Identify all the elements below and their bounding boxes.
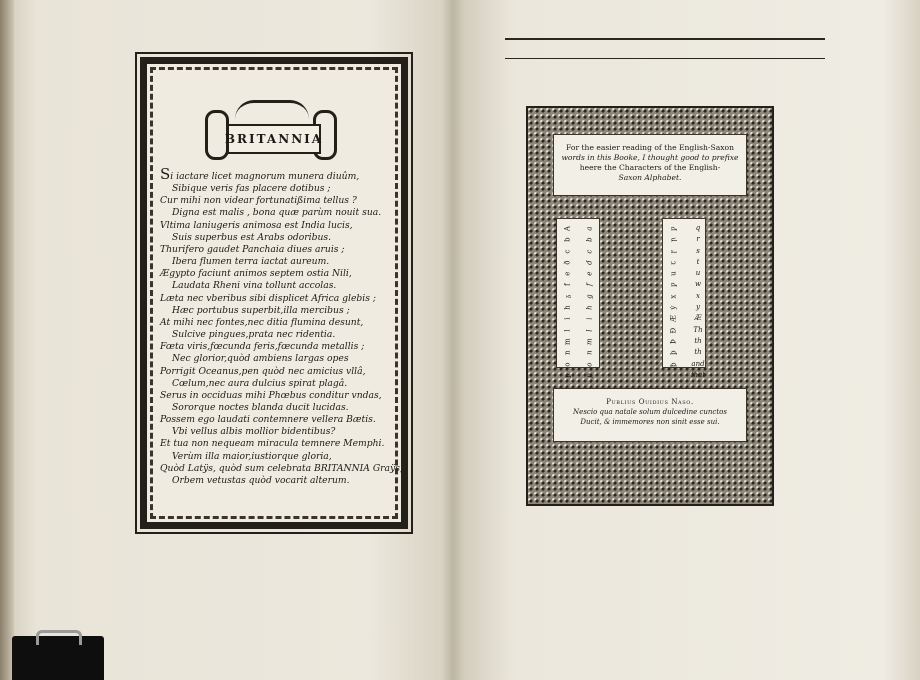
latin-letter: y — [696, 303, 700, 312]
poem-line: Serus in occiduas mihi Phœbus conditur vndas, — [160, 389, 382, 401]
poem-line: Si iactare licet magnorum munera diuûm, — [160, 165, 360, 183]
poem-line: Digna est malis , bona quæ parùm nouit sua. — [172, 207, 382, 219]
saxon-letter: ꞃ — [669, 237, 678, 243]
saxon-letter: þ — [669, 350, 678, 356]
poem-line: Laudata Rheni vina tollunt accolas. — [172, 280, 337, 292]
saxon-letters-a — [562, 223, 574, 381]
latin-letter: n — [585, 350, 594, 356]
saxon-letter: e — [563, 271, 572, 276]
latin-letter: i — [585, 317, 594, 321]
intro-line: Saxon Alphabet. — [618, 173, 682, 182]
latin-letter: u — [695, 269, 701, 278]
saxon-letter: ꝥ — [669, 361, 678, 367]
quote-line: Nescio qua natale solum dulcedine cunctos — [573, 408, 727, 416]
saxon-letter: p — [563, 373, 572, 378]
intro-line: words in this Booke, I thought good to prefixe — [561, 153, 739, 162]
saxon-letter: o — [563, 362, 572, 367]
saxon-letter: n — [563, 350, 572, 356]
book-edge — [0, 0, 14, 680]
header-rule-bottom — [505, 58, 825, 59]
saxon-letter: ƿ — [669, 226, 678, 231]
saxon-letter: c — [563, 249, 572, 254]
saxon-letter: b — [563, 237, 572, 243]
saxon-letter: x — [669, 294, 678, 299]
poem-line: Læta nec vberibus sibi displicet Africa glebis ; — [160, 292, 376, 304]
saxon-letter: ꞅ — [669, 249, 678, 253]
latin-letter: q — [695, 224, 701, 232]
latin-letter: p — [585, 373, 594, 378]
quote-author: Publius Ouidius Naso. — [606, 398, 694, 406]
latin-letter: r — [696, 235, 700, 244]
latin-letter: o — [585, 362, 594, 367]
quote-line: Ducit, & immemores non sinit esse sui. — [580, 418, 720, 426]
saxon-letter: Ð — [669, 327, 678, 334]
saxon-letter: ð — [563, 260, 572, 265]
intro-panel — [553, 134, 747, 196]
saxon-letter: Þ — [669, 339, 678, 344]
intro-line: heere the Characters of the English- — [579, 163, 721, 172]
alphabet-column-b — [662, 218, 706, 379]
latin-letter: g — [585, 294, 594, 299]
saxon-letter: Æ — [669, 315, 678, 323]
cartouche-crest — [235, 100, 309, 119]
saxon-letter: l — [563, 329, 572, 332]
poem-line: Sulcive pingues,prata nec ridentia. — [172, 329, 336, 341]
latin-letter: t — [696, 257, 700, 266]
latin-letter: that — [690, 370, 706, 379]
cartouche-plate — [224, 124, 324, 154]
header-rule-top — [505, 38, 825, 40]
binder-clip — [12, 636, 104, 680]
latin-letter: l — [585, 329, 594, 332]
latin-letters-b — [690, 223, 706, 381]
poem-line: Fœta viris,fœcunda feris,fœcunda metallis ; — [160, 341, 365, 353]
poem-line: Verùm illa maior,iustiorque gloria, — [172, 450, 332, 462]
saxon-letters-b — [668, 223, 680, 370]
poem-line: Orbem vetustas quòd vocarit alterum. — [172, 474, 350, 486]
poem-line: Hæc portubus superbit,illa mercibus ; — [172, 304, 350, 316]
poem-line: Et tua non nequeam miracula temnere Memphi. — [160, 438, 385, 450]
poem-line: Thurifero gaudet Panchaia diues aruis ; — [160, 243, 345, 255]
latin-letter: a — [585, 226, 594, 231]
latin-letters-a — [584, 223, 596, 381]
saxon-letter: h — [563, 305, 572, 310]
saxon-letter: ᵹ — [563, 294, 572, 299]
poem-line: Sororque noctes blanda ducit lucidas. — [172, 401, 349, 413]
latin-letter: th — [694, 348, 702, 357]
latin-letter: c — [585, 249, 594, 254]
cartouche-title: BRITANNIA — [224, 132, 324, 146]
quote-panel — [553, 388, 747, 442]
latin-letter: h — [585, 305, 594, 310]
saxon-letter: ẏ — [669, 305, 678, 310]
saxon-letter: m — [563, 338, 572, 345]
poem-line: Ægypto faciunt animos septem ostia Nili, — [160, 268, 352, 280]
poem-line: Cur mihi non videar fortunatißima tellus ? — [160, 195, 357, 207]
saxon-letter: u — [669, 271, 678, 277]
poem-line: Suis superbus est Arabs odoribus. — [172, 231, 332, 243]
latin-letter: f — [585, 283, 594, 287]
latin-letter: d — [585, 260, 594, 265]
title-cartouche — [205, 100, 337, 162]
poem-line: Nec glorior,quòd ambiens largas opes — [172, 353, 349, 365]
poem-text — [160, 165, 403, 487]
poem-line: Porrigit Oceanus,pen quòd nec amicius vllâ, — [160, 365, 366, 377]
latin-letter: e — [585, 271, 594, 276]
poem-line: Ibera flumen terra iactat aureum. — [172, 256, 330, 268]
saxon-letter: ƿ — [669, 282, 678, 288]
latin-letter: Th — [693, 325, 703, 334]
latin-letter: th — [694, 336, 702, 345]
poem-line: Sibique veris fas placere dotibus ; — [172, 183, 331, 195]
poem-line: Vltima laniugeris animosa est India lucis, — [160, 219, 353, 231]
latin-letter: b — [585, 237, 594, 243]
latin-letter: and — [691, 359, 705, 368]
latin-letter: Æ — [694, 314, 702, 323]
latin-letter: x — [696, 291, 700, 300]
poem-line: At mihi nec fontes,nec ditia flumina desunt, — [160, 316, 364, 328]
intro-line: For the easier reading of the English-Saxon — [566, 143, 734, 152]
alphabet-column-a — [556, 218, 600, 378]
latin-letter: w — [695, 280, 701, 289]
saxon-letter: i — [563, 317, 572, 321]
latin-letter: s — [696, 246, 700, 255]
latin-letter: m — [585, 338, 594, 345]
poem-line: Quòd Latÿs, quòd sum celebrata BRITANNIA Graÿs, — [160, 462, 403, 474]
poem-line: Vbi vellus albis mollior bidentibus? — [172, 426, 336, 438]
poem-line: Possem ego laudati contemnere vellera Bætis. — [160, 414, 376, 426]
poem-line: Cœlum,nec aura dulcius spirat plagâ. — [172, 377, 348, 389]
saxon-letter: f — [563, 283, 572, 287]
saxon-letter: ꞇ — [669, 260, 678, 265]
saxon-letter: A — [563, 226, 572, 232]
